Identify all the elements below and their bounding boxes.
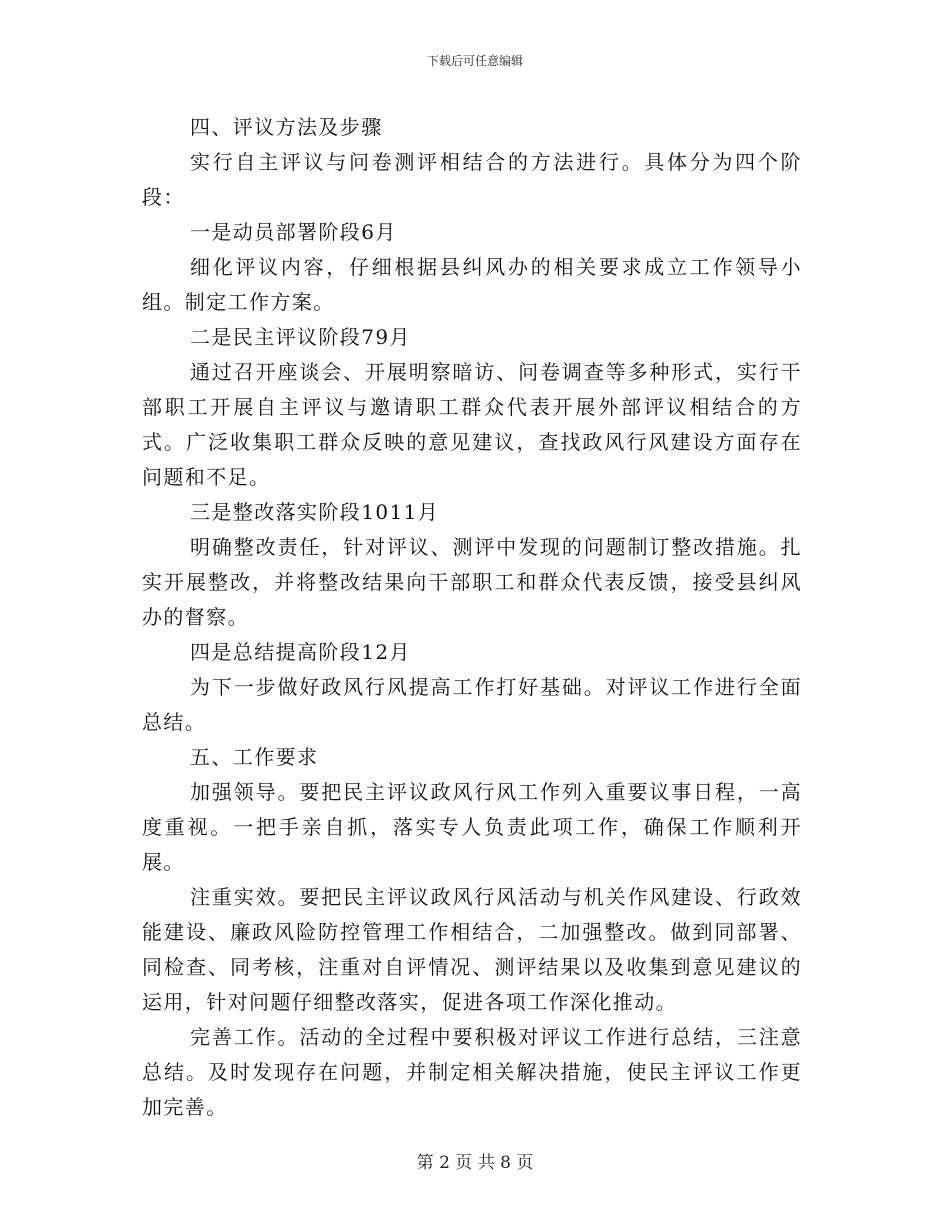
paragraph: 通过召开座谈会、开展明察暗访、问卷调查等多种形式，实行干部职工开展自主评议与邀请职工群众代表开展外部评议相结合的方式。广泛收集职工群众反映的意见建议，查找政风行风建设方面存在问题和不足。 — [142, 360, 802, 489]
paragraph: 细化评议内容，仔细根据县纠风办的相关要求成立工作领导小组。制定工作方案。 — [142, 255, 802, 314]
page-header: 下载后可任意编辑 — [426, 54, 523, 68]
stage-heading-2: 二是民主评议阶段79月 — [190, 325, 411, 349]
document-body — [142, 110, 802, 1125]
stage-heading-3: 三是整改落实阶段1011月 — [190, 500, 440, 524]
stage-heading-1: 一是动员部署阶段6月 — [190, 220, 397, 244]
stage-heading-4: 四是总结提高阶段12月 — [190, 640, 411, 664]
paragraph: 为下一步做好政风行风提高工作打好基础。对评议工作进行全面总结。 — [142, 675, 802, 734]
paragraph: 加强领导。要把民主评议政风行风工作列入重要议事日程，一高度重视。一把手亲自抓，落实专人负责此项工作，确保工作顺利开展。 — [142, 780, 802, 874]
paragraph: 注重实效。要把民主评议政风行风活动与机关作风建设、行政效能建设、廉政风险防控管理工作相结合，二加强整改。做到同部署、同检查、同考核，注重对自评情况、测评结果以及收集到意见建议的运用，针对问题仔细整改落实，促进各项工作深化推动。 — [142, 885, 802, 1014]
paragraph: 明确整改责任，针对评议、测评中发现的问题制订整改措施。扎实开展整改，并将整改结果向干部职工和群众代表反馈，接受县纠风办的督察。 — [142, 535, 802, 629]
section-heading-methods: 四、评议方法及步骤 — [190, 115, 383, 139]
section-heading-requirements: 五、工作要求 — [190, 745, 319, 769]
paragraph: 实行自主评议与问卷测评相结合的方法进行。具体分为四个阶段： — [142, 150, 802, 209]
page-number: 第 2 页 共 8 页 — [416, 1153, 534, 1173]
paragraph: 完善工作。活动的全过程中要积极对评议工作进行总结，三注意总结。及时发现存在问题，并制定相关解决措施，使民主评议工作更加完善。 — [142, 1025, 802, 1119]
